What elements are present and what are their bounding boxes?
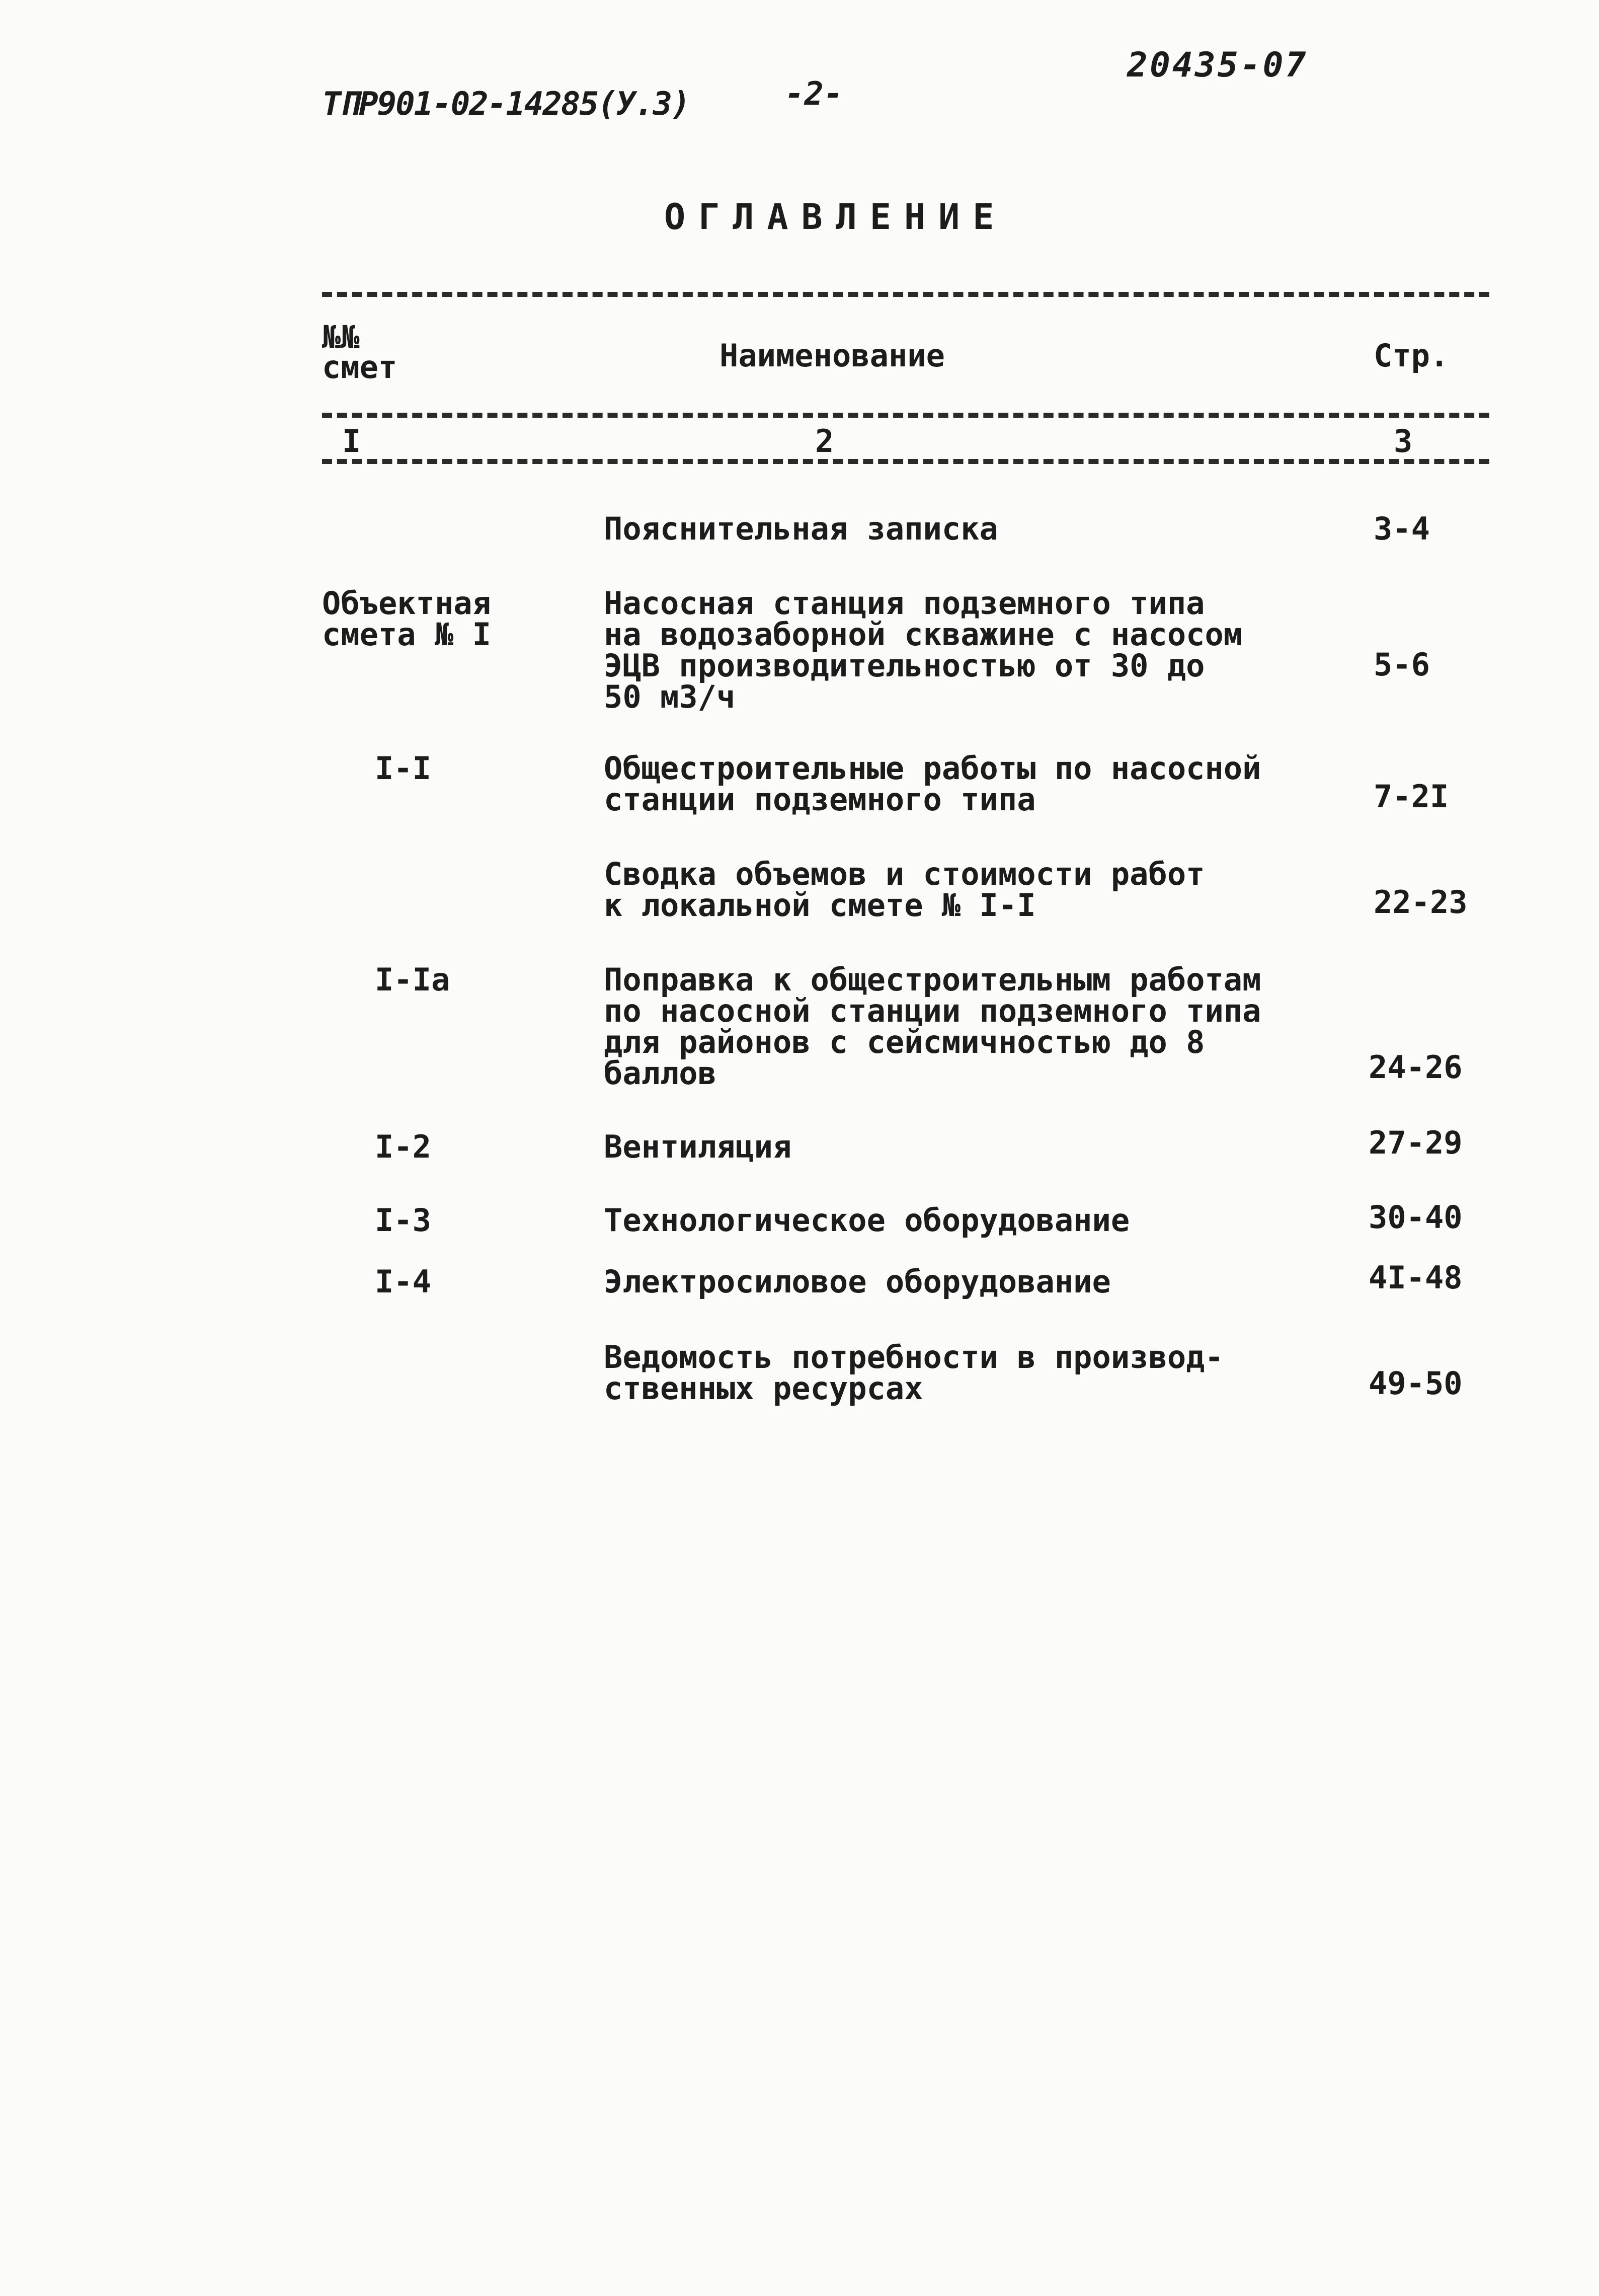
toc-item-pages: 30-40: [1369, 1199, 1463, 1236]
divider: [322, 459, 1489, 464]
toc-item-pages: 3-4: [1374, 510, 1430, 547]
toc-item-name: Электросиловое оборудование: [604, 1263, 1111, 1300]
toc-item-pages: 22-23: [1374, 884, 1468, 921]
toc-item-name: Насосная станция подземного типа на водозаборной скважине с насосом ЭЦВ производительностью от 30 до 50 м3/ч: [604, 585, 1243, 715]
toc-item-pages: 7-2I: [1374, 778, 1449, 815]
toc-item-code: I-I: [375, 750, 431, 787]
toc-item-pages: 24-26: [1369, 1049, 1463, 1086]
toc-item-name: Пояснительная записка: [604, 510, 998, 547]
column-header-code: №№ смет: [322, 319, 397, 386]
column-number-name: 2: [815, 423, 834, 460]
page-number: -2-: [785, 75, 843, 113]
toc-item-name: Сводка объемов и стоимости работ к локальной смете № I-I: [604, 856, 1205, 924]
toc-item-code: I-4: [375, 1263, 431, 1300]
column-number-pages: 3: [1394, 423, 1413, 460]
toc-item-name: Общестроительные работы по насосной станции подземного типа: [604, 750, 1261, 818]
toc-item-code: I-2: [375, 1128, 431, 1165]
toc-item-pages: 27-29: [1369, 1124, 1463, 1161]
page-title: ОГЛАВЛЕНИЕ: [664, 196, 1007, 238]
toc-item-code: I-3: [375, 1202, 431, 1239]
toc-item-code: I-Ia: [375, 961, 450, 998]
divider: [322, 413, 1489, 418]
toc-item-name: Поправка к общестроительным работам по насосной станции подземного типа для районов с сейсмичностью до 8 баллов: [604, 961, 1261, 1092]
document-number: 20435-07: [1127, 45, 1308, 85]
document-code: ТПР901-02-14285(У.3): [322, 86, 690, 123]
toc-item-name: Ведомость потребности в производ- ственных ресурсах: [604, 1339, 1224, 1407]
toc-item-name: Вентиляция: [604, 1128, 792, 1165]
toc-item-name: Технологическое оборудование: [604, 1202, 1130, 1239]
toc-item-code: Объектная смета № I: [322, 585, 491, 653]
column-header-pages: Стр.: [1374, 337, 1449, 374]
column-header-name: Наименование: [719, 337, 945, 374]
column-number-code: I: [342, 423, 361, 460]
toc-item-pages: 4I-48: [1369, 1259, 1463, 1296]
divider: [322, 292, 1489, 297]
toc-item-pages: 49-50: [1369, 1365, 1463, 1402]
toc-item-pages: 5-6: [1374, 646, 1430, 683]
